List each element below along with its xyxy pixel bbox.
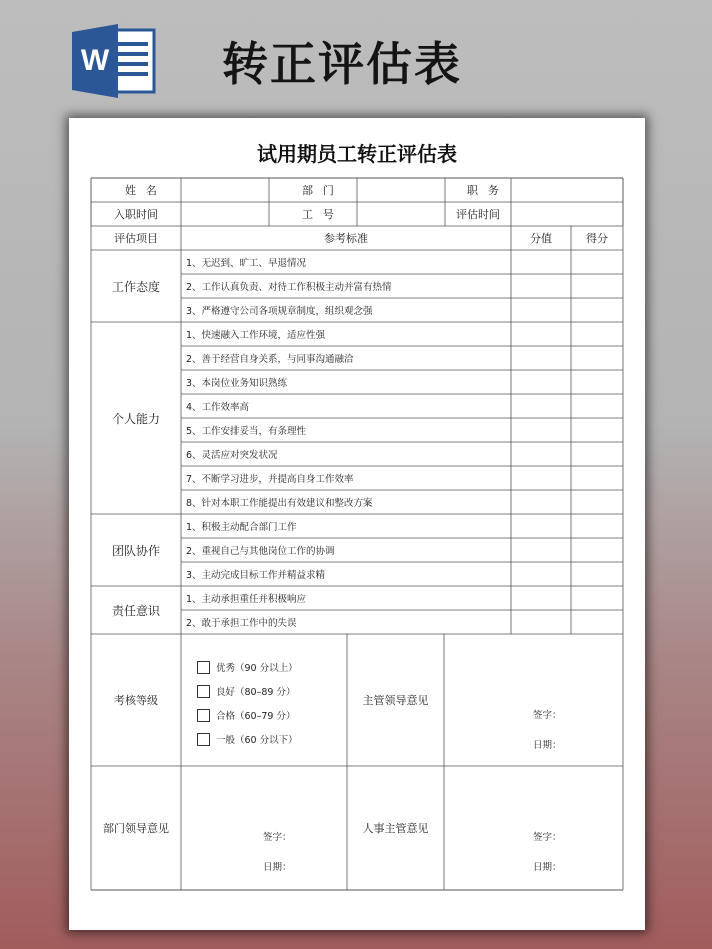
score-cell[interactable] bbox=[511, 394, 571, 418]
criteria-item: 5、工作安排妥当，有条理性 bbox=[186, 426, 307, 437]
score-cell[interactable] bbox=[511, 586, 571, 610]
checkbox-icon[interactable] bbox=[197, 709, 210, 722]
grade-option[interactable] bbox=[197, 708, 295, 722]
got-score-cell[interactable] bbox=[571, 490, 623, 514]
got-score-cell[interactable] bbox=[571, 274, 623, 298]
criteria-item: 2、善于经营自身关系，与同事沟通融洽 bbox=[186, 354, 354, 365]
criteria-item: 1、快速融入工作环境，适应性强 bbox=[186, 330, 326, 341]
criteria-item: 2、重视自己与其他岗位工作的协调 bbox=[186, 546, 335, 557]
checkbox-icon[interactable] bbox=[197, 661, 210, 674]
employee-id-field[interactable] bbox=[357, 202, 445, 226]
hr-supervisor-opinion-label: 人事主管意见 bbox=[362, 822, 429, 835]
got-score-cell[interactable] bbox=[571, 370, 623, 394]
checkbox-icon[interactable] bbox=[197, 685, 210, 698]
criteria-item: 8、针对本职工作能提出有效建议和整改方案 bbox=[186, 498, 373, 509]
criteria-item: 6、灵活应对突发状况 bbox=[186, 450, 278, 461]
hr-supervisor-date-label: 日期： bbox=[533, 862, 562, 873]
document-title: 试用期员工转正评估表 bbox=[257, 142, 457, 166]
score-cell[interactable] bbox=[511, 538, 571, 562]
department-label: 部门 bbox=[301, 184, 344, 197]
got-score-cell[interactable] bbox=[571, 466, 623, 490]
supervisor-sign-label: 签字： bbox=[533, 710, 562, 721]
got-score-cell[interactable] bbox=[571, 538, 623, 562]
got-score-cell[interactable] bbox=[571, 514, 623, 538]
got-score-cell[interactable] bbox=[571, 610, 623, 634]
section-label: 个人能力 bbox=[111, 411, 160, 426]
dept-leader-opinion-label: 部门领导意见 bbox=[103, 822, 169, 835]
got-score-cell[interactable] bbox=[571, 250, 623, 274]
score-cell[interactable] bbox=[511, 442, 571, 466]
got-score-cell[interactable] bbox=[571, 586, 623, 610]
criteria-item: 7、不断学习进步，并提高自身工作效率 bbox=[186, 474, 354, 485]
department-field[interactable] bbox=[357, 178, 445, 202]
header-score: 分值 bbox=[530, 232, 552, 245]
score-cell[interactable] bbox=[511, 466, 571, 490]
grade-option[interactable] bbox=[197, 684, 295, 698]
employee-id-label: 工号 bbox=[301, 208, 344, 221]
name-field[interactable] bbox=[181, 178, 269, 202]
dept-leader-date-label: 日期： bbox=[263, 862, 292, 873]
name-label: 姓名 bbox=[124, 184, 167, 197]
criteria-item: 2、工作认真负责、对待工作积极主动并富有热情 bbox=[186, 282, 392, 293]
word-document-icon bbox=[70, 22, 156, 100]
score-cell[interactable] bbox=[511, 274, 571, 298]
got-score-cell[interactable] bbox=[571, 442, 623, 466]
criteria-item: 1、主动承担重任并积极响应 bbox=[186, 594, 307, 605]
evaluation-date-label: 评估时间 bbox=[456, 208, 500, 221]
score-cell[interactable] bbox=[511, 250, 571, 274]
score-cell[interactable] bbox=[511, 418, 571, 442]
score-cell[interactable] bbox=[511, 298, 571, 322]
got-score-cell[interactable] bbox=[571, 562, 623, 586]
hire-date-field[interactable] bbox=[181, 202, 269, 226]
score-cell[interactable] bbox=[511, 322, 571, 346]
section-label: 团队协作 bbox=[111, 543, 160, 558]
grade-option-label: 良好（80–89 分） bbox=[216, 687, 296, 698]
svg-text:W: W bbox=[80, 44, 110, 77]
criteria-item: 3、本岗位业务知识熟练 bbox=[186, 378, 288, 389]
criteria-item: 4、工作效率高 bbox=[186, 402, 250, 413]
section-label: 责任意识 bbox=[111, 603, 160, 618]
evaluation-date-field[interactable] bbox=[511, 202, 623, 226]
score-cell[interactable] bbox=[511, 562, 571, 586]
got-score-cell[interactable] bbox=[571, 394, 623, 418]
grade-option-label: 一般（60 分以下） bbox=[216, 735, 298, 746]
grade-option[interactable] bbox=[197, 660, 298, 674]
got-score-cell[interactable] bbox=[571, 322, 623, 346]
dept-leader-sign-label: 签字： bbox=[263, 832, 292, 843]
header-item: 评估项目 bbox=[114, 232, 158, 245]
position-field[interactable] bbox=[511, 178, 623, 202]
supervisor-opinion-label: 主管领导意见 bbox=[362, 694, 429, 707]
got-score-cell[interactable] bbox=[571, 418, 623, 442]
grade-label: 考核等级 bbox=[114, 694, 158, 707]
header-criteria: 参考标准 bbox=[324, 232, 368, 245]
criteria-item: 2、敢于承担工作中的失误 bbox=[186, 618, 297, 629]
grade-option-label: 优秀（90 分以上） bbox=[216, 663, 298, 674]
criteria-item: 3、主动完成目标工作并精益求精 bbox=[186, 570, 326, 581]
grade-option[interactable] bbox=[197, 732, 298, 746]
section-label: 工作态度 bbox=[111, 279, 160, 294]
grade-option-label: 合格（60–79 分） bbox=[216, 711, 296, 722]
got-score-cell[interactable] bbox=[571, 346, 623, 370]
document-page bbox=[69, 118, 645, 930]
criteria-item: 1、无迟到、旷工、早退情况 bbox=[186, 258, 307, 269]
score-cell[interactable] bbox=[511, 370, 571, 394]
supervisor-date-label: 日期： bbox=[533, 740, 562, 751]
criteria-item: 1、积极主动配合部门工作 bbox=[186, 522, 297, 533]
position-label: 职务 bbox=[466, 184, 509, 197]
page-banner-title: 转正评估表 bbox=[222, 37, 462, 91]
hr-supervisor-sign-label: 签字： bbox=[533, 832, 562, 843]
score-cell[interactable] bbox=[511, 514, 571, 538]
checkbox-icon[interactable] bbox=[197, 733, 210, 746]
score-cell[interactable] bbox=[511, 346, 571, 370]
criteria-item: 3、严格遵守公司各项规章制度，组织观念强 bbox=[186, 306, 373, 317]
header-got: 得分 bbox=[586, 232, 608, 245]
got-score-cell[interactable] bbox=[571, 298, 623, 322]
score-cell[interactable] bbox=[511, 490, 571, 514]
score-cell[interactable] bbox=[511, 610, 571, 634]
hire-date-label: 入职时间 bbox=[114, 208, 158, 221]
